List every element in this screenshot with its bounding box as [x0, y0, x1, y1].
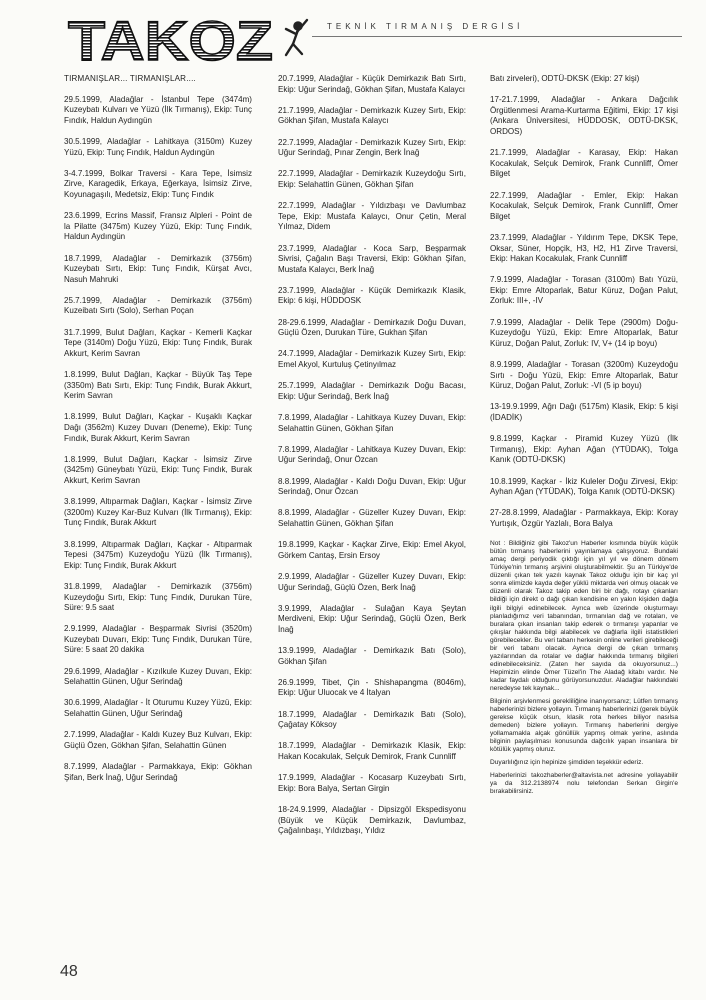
- magazine-tagline: TEKNİK TIRMANIŞ DERGİSİ: [327, 22, 524, 31]
- climb-entry: 18.7.1999, Aladağlar - Demirkazık Batı (Solo), Çağatay Köksoy: [278, 709, 466, 730]
- climb-entry: 9.8.1999, Kaçkar - Piramid Kuzey Yüzü (İlk Tırmanış), Ekip: Ayhan Ağan (YTÜDAK), Tolga Kanık (ODTÜ-DKSK): [490, 434, 678, 465]
- news-column-2: [278, 74, 466, 847]
- climb-entry: 17-21.7.1999, Aladağlar - Ankara Dağcılık Örgütlenmesi Arama-Kurtarma Eğitimi, Ekip: 17 kişi (Ankara Üniversitesi, HÜDDOSK, ODTÜ-DKSK, ORDOS): [490, 95, 678, 136]
- climb-entry: 20.7.1999, Aladağlar - Küçük Demirkazık Batı Sırtı, Ekip: Uğur Serindağ, Gökhan Şifan, Mustafa Kalaycı: [278, 74, 466, 94]
- news-column-3: [490, 74, 678, 802]
- climb-entry: Batı zirveleri), ODTÜ-DKSK (Ekip: 27 kişi): [490, 74, 640, 83]
- climb-entry: 7.9.1999, Aladağlar - Delik Tepe (2900m) Doğu-Kuzeydoğu Yüzü, Ekip: Emre Altoparlak, Batur Küruz, Doğan Palut, Zorluk: IV, V+ (14 ip boyu): [490, 317, 678, 348]
- editor-note: Bilginin arşivlenmesi gerekliliğine inanıyorsanız; Lütfen tırmanış haberlerinizi bizlere yollayın. Tırmanış haberlerinizi (gerek büyük gerekse küçük olsun, klasik rota herkes biliyor nasılsa demeden) bizlere yollayın. Tırmanış haberlerini dergiye yollamamakla alçak gönüllük yapmış olmak yerine, aslında bilginin paylaşılması konusunda dağcılık yapan insanlara bir kötülük yapmış oluruz.: [490, 698, 678, 754]
- climb-entry: 23.6.1999, Ecrins Massif, Fransız Alpleri - Point de la Pilatte (3475m) Kuzey Yüzü, Ekip: Tunç Fındık, Haldun Aydıngün: [64, 211, 252, 242]
- climb-entry: 19.8.1999, Kaçkar - Kaçkar Zirve, Ekip: Emel Akyol, Görkem Cantaş, Ersin Ersoy: [278, 540, 466, 560]
- climb-entry: 8.9.1999, Aladağlar - Torasan (3200m) Kuzeydoğu Sırtı - Doğu Yüzü, Ekip: Emre Altoparlak, Batur Küruz, Doğan Palut, Zorluk: -VI (5 ip boyu): [490, 360, 678, 391]
- masthead: [62, 8, 682, 68]
- news-column-1: [64, 74, 252, 794]
- climb-entry: 31.8.1999, Aladağlar - Demirkazık (3756m) Kuzeydoğu Sırtı, Ekip: Tunç Fındık, Durukan Türe, Süre: 9.5 saat: [64, 581, 252, 613]
- climb-entry: 3.8.1999, Altıparmak Dağları, Kaçkar - İsimsiz Zirve (3200m) Kuzey Kar-Buz Kulvarı (İlk Tırmanış), Ekip: Tunç Fındık, Burak Akkurt: [64, 497, 252, 528]
- climb-entry: 21.7.1999, Aladağlar - Demirkazık Kuzey Sırtı, Ekip: Gökhan Şifan, Mustafa Kalaycı: [278, 105, 466, 126]
- climb-entry: 2.9.1999, Aladağlar - Güzeller Kuzey Duvarı, Ekip: Uğur Serindağ, Güçlü Özen, Berk İnağ: [278, 571, 466, 592]
- climb-entry: 18.7.1999, Aladağlar - Demirkazık Klasik, Ekip: Hakan Kocakulak, Selçuk Demirok, Frank Cunnliff: [278, 741, 466, 761]
- climb-entry: 17.9.1999, Aladağlar - Kocasarp Kuzeybatı Sırtı, Ekip: Bora Balya, Sertan Girgin: [278, 773, 466, 793]
- climb-entry: 13-19.9.1999, Ağrı Dağı (5175m) Klasik, Ekip: 5 kişi (İDADİK): [490, 402, 678, 422]
- editor-note: Not : Bildiğiniz gibi Takoz'un Haberler kısmında büyük küçük bütün tırmanış haberlerini yayınlamaya çalışıyoruz. Bundaki amaç dergi periyodik çıktığı için yıl yıl ve dönem dönem Türkiye'nin tırmanış arşivini oluşturabilmektir. Şu an Türkiye'de düzenli çıkan tek yazılı kaynak Takoz olduğu için bir kaç yıl sonra elimizde kayda değer yüklü miktarda veri olmuş olacak ve düzenli olarak Takoz takip eden biri bir dağı, rotayı çıkanları bildiği için direkt o dağı çıkan kendisine en yakın kişiden dağla ilgili bilgiyi edinebilecek. Ayrıca web üzerinde oluşturmayı planladığımız veri tabanından, tırmanılan dağ ve rotaları, ve buralara çıkan insanları takip ederek o tırmanışı yapanlar ve çıkışlar hakkında bilgi alabilecek ve dağlarla ilgili istatistikleri görebilecekler. Bu veri tabanı herkesin online verileri girebileceği bir veri tabanı olacak. Ayrıca dergi de çıkan tırmanış yazılarından da rotalar ve dağlar hakkında tırmanış bilgileri edinebileceksiniz. (Zaten her sayıda da okuyorsunuz...) Hepimizin elinde Ömer Tüzel'in The Aladağ kitabı vardır. Ne kadar faydalı olduğunu görüyorsunuzdur. Aladağlar hakkındaki neredeyse tek kaynak...: [490, 540, 678, 692]
- climb-entry: 22.7.1999, Aladağlar - Emler, Ekip: Hakan Kocakulak, Selçuk Demirok, Frank Cunnliff, Ömer Bilget: [490, 190, 678, 221]
- climb-entry: 22.7.1999, Aladağlar - Demirkazık Kuzeydoğu Sırtı, Ekip: Selahattin Günen, Gökhan Şifan: [278, 169, 466, 189]
- climb-entry: 23.7.1999, Aladağlar - Küçük Demirkazık Klasik, Ekip: 6 kişi, HÜDDOSK: [278, 285, 466, 306]
- climb-entry: 7.8.1999, Aladağlar - Lahitkaya Kuzey Duvarı, Ekip: Selahattin Günen, Gökhan Şifan: [278, 413, 466, 433]
- climb-entry: 30.5.1999, Aladağlar - Lahitkaya (3150m) Kuzey Yüzü, Ekip: Tunç Fındık, Haldun Aydıngün: [64, 136, 252, 157]
- climb-entry: 1.8.1999, Bulut Dağları, Kaçkar - İsimsiz Zirve (3425m) Güneybatı Yüzü, Ekip: Tunç Fındık, Burak Akkurt, Kerim Savran: [64, 454, 252, 485]
- climb-entry: 8.7.1999, Aladağlar - Parmakkaya, Ekip: Gökhan Şifan, Berk İnağ, Uğur Serindağ: [64, 762, 252, 782]
- climb-entry: 30.6.1999, Aladağlar - İt Oturumu Kuzey Yüzü, Ekip: Selahattin Günen, Uğur Serindağ: [64, 698, 252, 719]
- climb-entry: 22.7.1999, Aladağlar - Yıldızbaşı ve Davlumbaz Tepe, Ekip: Mustafa Kalaycı, Onur Çetin, Meral Yılmaz, Didem: [278, 201, 466, 232]
- logo-text: TAKOZ: [68, 10, 273, 66]
- climb-entry: 27-28.8.1999, Aladağlar - Parmakkaya, Ekip: Koray Yurtışık, Özgür Yazlalı, Bora Balya: [490, 508, 678, 528]
- climb-entry: 1.8.1999, Bulut Dağları, Kaçkar - Büyük Taş Tepe (3350m) Batı Sırtı, Ekip: Tunç Fındık, Burak Akkurt, Kerim Savran: [64, 370, 252, 401]
- climb-entry: 2.7.1999, Aladağlar - Kaldı Kuzey Buz Kulvarı, Ekip: Güçlü Özen, Gökhan Şifan, Selahattin Günen: [64, 730, 252, 750]
- climb-entry: 3-4.7.1999, Bolkar Traversi - Kara Tepe, İsimsiz Zirve, Karagedik, Erkaya, Eğerkaya, İsimsiz Zirve, Koyunagaşılı, Medetsiz, Ekip: Tunç Fındık: [64, 168, 252, 199]
- takoz-logo: [62, 10, 312, 66]
- climber-icon: [286, 20, 307, 55]
- climb-entry: 29.6.1999, Aladağlar - Kızılkule Kuzey Duvarı, Ekip: Selahattin Günen, Uğur Serindağ: [64, 666, 252, 687]
- climb-entry: 7.9.1999, Aladağlar - Torasan (3100m) Batı Yüzü, Ekip: Emre Altoparlak, Batur Küruz, Doğan Palut, Zorluk: III+, -IV: [490, 275, 678, 306]
- climb-entry: 25.7.1999, Aladağlar - Demirkazık Doğu Bacası, Ekip: Uğur Serindağ, Berk İnağ: [278, 381, 466, 401]
- climb-entry: 8.8.1999, Aladağlar - Kaldı Doğu Duvarı, Ekip: Uğur Serindağ, Onur Özcan: [278, 476, 466, 497]
- climb-entry: 29.5.1999, Aladağlar - İstanbul Tepe (3474m) Kuzeybatı Kulvarı ve Yüzü (İlk Tırmanış), Ekip: Tunç Fındık, Haldun Aydıngün: [64, 94, 252, 125]
- climb-entry: 3.9.1999, Aladağlar - Sulağan Kaya Şeytan Merdiveni, Ekip: Uğur Serindağ, Güçlü Özen, Berk İnağ: [278, 603, 466, 634]
- editor-note: Duyarlılığınız için hepinize şimdiden teşekkür ederiz.: [490, 759, 644, 767]
- climb-entry: 8.8.1999, Aladağlar - Güzeller Kuzey Duvarı, Ekip: Selahattin Günen, Gökhan Şifan: [278, 508, 466, 528]
- climb-entry: 7.8.1999, Aladağlar - Lahitkaya Kuzey Duvarı, Ekip: Uğur Serindağ, Onur Özcan: [278, 444, 466, 465]
- climb-entry: 24.7.1999, Aladağlar - Demirkazık Kuzey Sırtı, Ekip: Emel Akyol, Kurtuluş Çetinyılmaz: [278, 349, 466, 370]
- climb-entry: 18-24.9.1999, Aladağlar - Dipsizgöl Ekspedisyonu (Büyük ve Küçük Demirkazık, Davlumbaz, Çağalınbaşı, Yıldızbaşı, Yıldız: [278, 804, 466, 836]
- climb-entry: 22.7.1999, Aladağlar - Demirkazık Kuzey Sırtı, Ekip: Uğur Serindağ, Pınar Zengin, Berk İnağ: [278, 137, 466, 158]
- climb-entry: 13.9.1999, Aladağlar - Demirkazık Batı (Solo), Gökhan Şifan: [278, 646, 466, 666]
- climb-entry: 31.7.1999, Bulut Dağları, Kaçkar - Kemerli Kaçkar Tepe (3140m) Doğu Yüzü, Ekip: Tunç Fındık, Burak Akkurt, Kerim Savran: [64, 327, 252, 358]
- header-rule: [312, 36, 682, 37]
- page-number: 48: [60, 963, 78, 980]
- climb-entry: 3.8.1999, Altıparmak Dağları, Kaçkar - Altıparmak Tepesi (3475m) Kuzeydoğu Yüzü (İlk Tırmanış), Ekip: Tunç Fındık, Burak Akkurt: [64, 539, 252, 570]
- section-heading: TIRMANIŞLAR... TIRMANIŞLAR....: [64, 74, 196, 83]
- climb-entry: 23.7.1999, Aladağlar - Koca Sarp, Beşparmak Sivrisi, Çağalın Başı Traversi, Ekip: Gökhan Şifan, Mustafa Kalaycı, Berk İnağ: [278, 243, 466, 274]
- climb-entry: 21.7.1999, Aladağlar - Karasay, Ekip: Hakan Kocakulak, Selçuk Demirok, Frank Cunnliff, Ömer Bilget: [490, 148, 678, 179]
- climb-entry: 1.8.1999, Bulut Dağları, Kaçkar - Kuşaklı Kaçkar Dağı (3562m) Kuzey Duvarı (Deneme), Ekip: Tunç Fındık, Burak Akkurt, Kerim Savran: [64, 412, 252, 443]
- contact-note: Haberlerinizi takozhaberler@altavista.net adresine yollayabilir ya da 312.2138974 nolu telefondan Serkan Girgin'e bırakabilirsiniz.: [490, 772, 678, 796]
- climb-entry: 2.9.1999, Aladağlar - Beşparmak Sivrisi (3520m) Kuzeybatı Duvarı, Ekip: Tunç Fındık, Durukan Türe, Süre: 5 saat 20 dakika: [64, 624, 252, 655]
- climb-entry: 23.7.1999, Aladağlar - Yıldırım Tepe, DKSK Tepe, Oksar, Süner, Hopçik, H3, H2, H1 Zirve Traversi, Ekip: Hakan Kocakulak, Frank Cunnliff: [490, 232, 678, 264]
- climb-entry: 10.8.1999, Kaçkar - İkiz Kuleler Doğu Zirvesi, Ekip: Ayhan Ağan (YTÜDAK), Tolga Kanık (ODTÜ-DKSK): [490, 476, 678, 497]
- climb-entry: 25.7.1999, Aladağlar - Demirkazık (3756m) Kuzeibatı Sırtı (Solo), Serhan Poçan: [64, 295, 252, 316]
- climb-entry: 28-29.6.1999, Aladağlar - Demirkazık Doğu Duvarı, Güçlü Özen, Durukan Türe, Gukhan Şifan: [278, 317, 466, 338]
- climb-entry: 18.7.1999, Aladağlar - Demirkazık (3756m) Kuzeybatı Sırtı, Ekip: Tunç Fındık, Kürşat Avcı, Nasuh Mahruki: [64, 253, 252, 284]
- climb-entry: 26.9.1999, Tibet, Çin - Shishapangma (8046m), Ekip: Uğur Uluocak ve 4 İtalyan: [278, 677, 466, 698]
